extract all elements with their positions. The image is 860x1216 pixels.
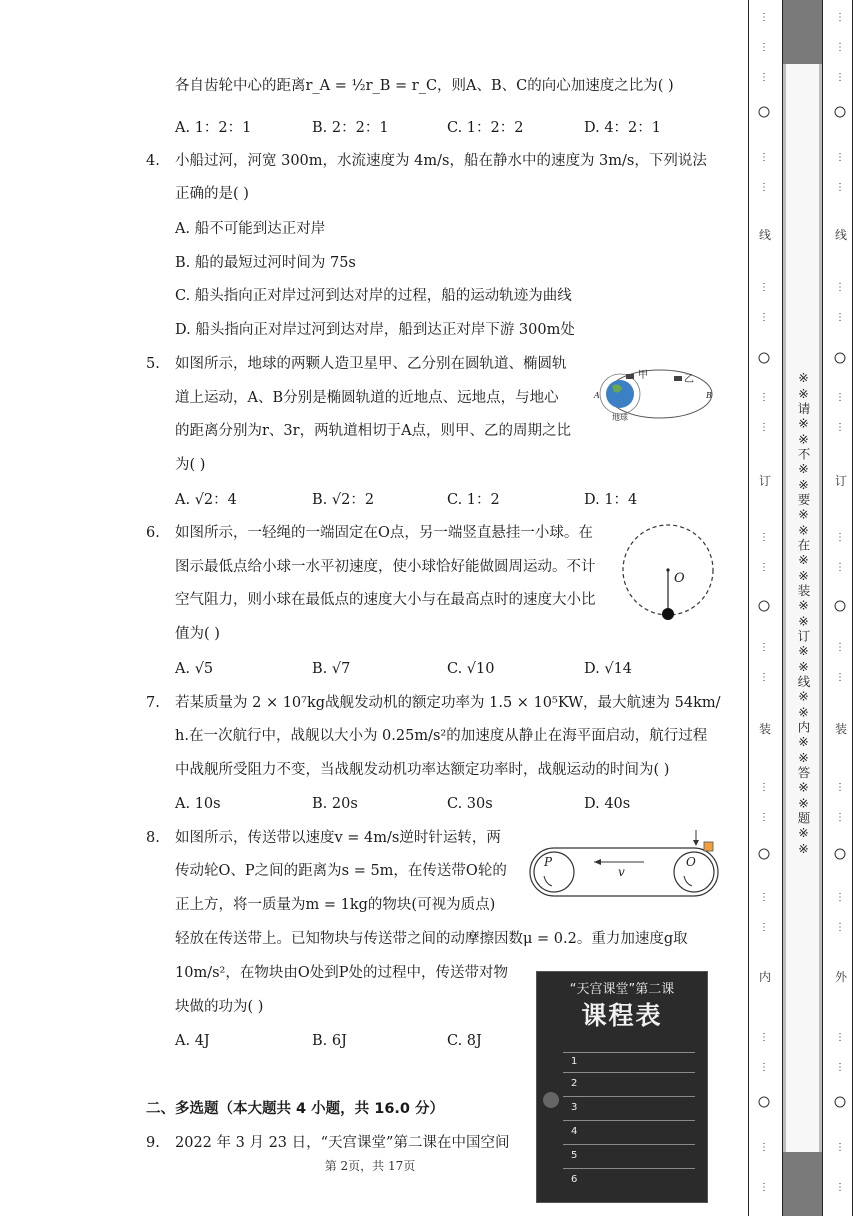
binding-border-mid-right [822,0,823,1216]
q9-number: 9. [146,1135,160,1151]
page-footer: 第 2页，共 17页 [324,1159,416,1173]
svg-text:⋮: ⋮ [835,782,845,793]
label-earth: 地球 [612,413,628,422]
label-jia: 甲 [638,370,648,381]
photo-row-3: 3 [571,1102,578,1113]
svg-text:⋮: ⋮ [759,1062,769,1073]
q8-option-a: A. 4J [175,1033,210,1049]
svg-text:⋮: ⋮ [835,312,845,323]
q8-option-b: B. 6J [312,1033,347,1049]
svg-text:⋮: ⋮ [835,1182,845,1193]
svg-text:⋮: ⋮ [835,392,845,403]
svg-text:⋮: ⋮ [835,42,845,53]
svg-text:⋮: ⋮ [835,422,845,433]
q3-option-d: D. 4：2：1 [584,120,662,136]
q5-option-d: D. 1：4 [584,492,638,508]
q5-option-b: B. √2：2 [312,492,375,508]
svg-text:⋮: ⋮ [759,672,769,683]
svg-text:⋮: ⋮ [759,1182,769,1193]
q4-number: 4. [146,153,160,169]
svg-text:⋮: ⋮ [835,922,845,933]
q6-option-d: D. √14 [584,661,633,677]
svg-text:⋮: ⋮ [759,562,769,573]
q6-option-c: C. √10 [447,661,495,677]
q7-option-c: C. 30s [447,796,493,812]
inner-char-zhuang: 装 [758,722,771,736]
inner-char-xian: 线 [758,228,771,242]
svg-text:⋮: ⋮ [835,892,845,903]
satellite-yi-icon [674,376,682,381]
binding-gray-bottom [783,1152,822,1216]
q8-number: 8. [146,830,160,846]
q5-line-2: 道上运动，A、B分别是椭圆轨道的近地点、远地点，与地心 [175,390,559,406]
q5-line-1: 如图所示，地球的两颗人造卫星甲、乙分别在圆轨道、椭圆轨 [175,356,567,372]
q5-line-3: 的距离分别为r、3r，两轨道相切于A点，则甲、乙的周期之比 [175,423,572,439]
q9-line-1: 2022 年 3 月 23 日，“天宫课堂”第二课在中国空间 [175,1135,510,1151]
svg-text:⋮: ⋮ [759,12,769,23]
q6-number: 6. [146,525,160,541]
photo-row-1: 1 [571,1056,578,1067]
q6-line-3: 空气阻力，则小球在最低点的速度大小与在最高点时的速度大小比 [175,592,596,608]
binding-note: ※※请※※不※※要※※在※※装※※订※※线※※内※※答※※题※※ [796,370,811,857]
q4-line-1: 小船过河，河宽 300m，水流速度为 4m/s，船在静水中的速度为 3m/s，下列说法 [175,153,707,169]
svg-text:⋮: ⋮ [835,672,845,683]
svg-text:⋮: ⋮ [759,1032,769,1043]
svg-text:⋮: ⋮ [835,282,845,293]
earth-icon [606,380,634,408]
wheel-p-icon [534,852,574,892]
photo-title-1: “天宫课堂”第二课 [569,982,675,997]
q5-number: 5. [146,356,160,372]
label-o: O [674,571,685,586]
q7-number: 7. [146,695,160,711]
q8-line-5: 10m/s²，在物块由O处到P处的过程中，传送带对物 [175,965,508,981]
q6-option-b: B. √7 [312,661,351,677]
q7-option-d: D. 40s [584,796,631,812]
svg-text:⋮: ⋮ [835,72,845,83]
q8-line-3: 正上方，将一质量为m = 1kg的物块(可视为质点) [175,897,496,913]
conveyor-belt-figure [524,826,720,898]
svg-text:⋮: ⋮ [759,892,769,903]
q3-option-a: A. 1：2：1 [175,120,252,136]
svg-text:⋮: ⋮ [835,532,845,543]
svg-text:⋮: ⋮ [835,1142,845,1153]
q4-option-c: C. 船头指向正对岸过河到达对岸的过程，船的运动轨迹为曲线 [175,288,572,304]
q8-line-2: 传动轮O、P之间的距离为s = 5m，在传送带O轮的 [175,863,507,879]
q4-line-2: 正确的是( ) [175,186,249,202]
q5-option-c: C. 1：2 [447,492,500,508]
q5-option-a: A. √2：4 [175,492,237,508]
svg-text:⋮: ⋮ [759,532,769,543]
svg-text:⋮: ⋮ [759,182,769,193]
q5-line-4: 为( ) [175,457,206,473]
svg-text:⋮: ⋮ [759,392,769,403]
svg-text:⋮: ⋮ [759,782,769,793]
q4-option-d: D. 船头指向正对岸过河到达对岸，船到达正对岸下游 300m处 [175,322,575,338]
svg-text:⋮: ⋮ [835,1062,845,1073]
photo-row-5: 5 [571,1150,578,1161]
svg-text:⋮: ⋮ [759,72,769,83]
photo-row-6: 6 [571,1174,578,1185]
q6-option-a: A. √5 [175,661,214,677]
outer-char-zhuang: 装 [834,722,847,736]
planet-icon [543,1092,559,1108]
inner-char-nei: 内 [758,970,771,984]
q8-line-4: 轻放在传送带上。已知物块与传送带之间的动摩擦因数μ = 0.2。重力加速度g取 [175,931,688,947]
svg-text:⋮: ⋮ [759,282,769,293]
vertical-circle-figure [620,522,716,626]
q7-line-1: 若某质量为 2 × 10⁷kg战舰发动机的额定功率为 1.5 × 10⁵KW，最大航速为 54km/ [175,695,721,711]
q7-option-b: B. 20s [312,796,358,812]
svg-text:⋮: ⋮ [835,642,845,653]
section-title: 二、多选题（本大题共 4 小题，共 16.0 分） [146,1101,445,1117]
label-a: A [594,391,600,400]
label-o2: O [686,855,696,869]
label-b: B [706,391,712,400]
satellite-jia-icon [626,374,634,379]
svg-text:⋮: ⋮ [835,182,845,193]
svg-text:⋮: ⋮ [835,12,845,23]
photo-row-2: 2 [571,1078,578,1089]
q6-line-2: 图示最低点给小球一水平初速度，使小球恰好能做圆周运动。不计 [175,559,596,575]
svg-text:⋮: ⋮ [835,152,845,163]
svg-text:⋮: ⋮ [835,562,845,573]
velocity-arrow-icon [594,859,601,865]
block-icon [704,842,713,851]
photo-title-2: 课程表 [581,1001,663,1030]
q7-line-2: h.在一次航行中，战舰以大小为 0.25m/s²的加速度从静止在海平面启动，航行过程 [175,728,708,744]
svg-text:⋮: ⋮ [759,152,769,163]
q4-option-b: B. 船的最短过河时间为 75s [175,255,356,271]
photo-row-4: 4 [571,1126,578,1137]
satellite-orbit-figure [590,358,720,428]
q3-option-c: C. 1：2：2 [447,120,524,136]
q6-line-4: 值为( ) [175,626,220,642]
label-v: v [618,865,625,879]
binding-border-left [748,0,749,1216]
q7-option-a: A. 10s [175,796,221,812]
svg-text:⋮: ⋮ [759,422,769,433]
inner-binding-dots [756,0,776,1216]
binding-border-right [852,0,853,1216]
q7-line-3: 中战舰所受阻力不变，当战舰发动机功率达额定功率时，战舰运动的时间为( ) [175,762,670,778]
binding-gray-top [783,0,822,64]
svg-text:⋮: ⋮ [759,42,769,53]
outer-binding-dots [832,0,852,1216]
label-yi: 乙 [684,374,694,385]
svg-text:⋮: ⋮ [759,312,769,323]
q8-option-c: C. 8J [447,1033,482,1049]
svg-text:⋮: ⋮ [759,642,769,653]
label-p: P [544,855,553,869]
outer-char-ding: 订 [834,474,847,488]
q4-option-a: A. 船不可能到达正对岸 [175,221,326,237]
svg-text:⋮: ⋮ [759,812,769,823]
q3-option-b: B. 2：2：1 [312,120,389,136]
svg-text:⋮: ⋮ [759,1142,769,1153]
svg-text:⋮: ⋮ [759,922,769,933]
svg-text:⋮: ⋮ [835,1032,845,1043]
ball-icon [662,608,674,620]
svg-text:⋮: ⋮ [835,812,845,823]
q8-line-1: 如图所示，传送带以速度v = 4m/s逆时针运转，两 [175,830,501,846]
q3-continuation-text: 各自齿轮中心的距离r_A = ½r_B = r_C，则A、B、C的向心加速度之比为( ) [175,78,674,94]
outer-char-xian: 线 [834,228,847,242]
q6-line-1: 如图所示，一轻绳的一端固定在O点，另一端竖直悬挂一小球。在 [175,525,593,541]
q8-line-6: 块做的功为( ) [175,999,264,1015]
inner-char-ding: 订 [758,474,771,488]
outer-char-wai: 外 [834,970,847,984]
